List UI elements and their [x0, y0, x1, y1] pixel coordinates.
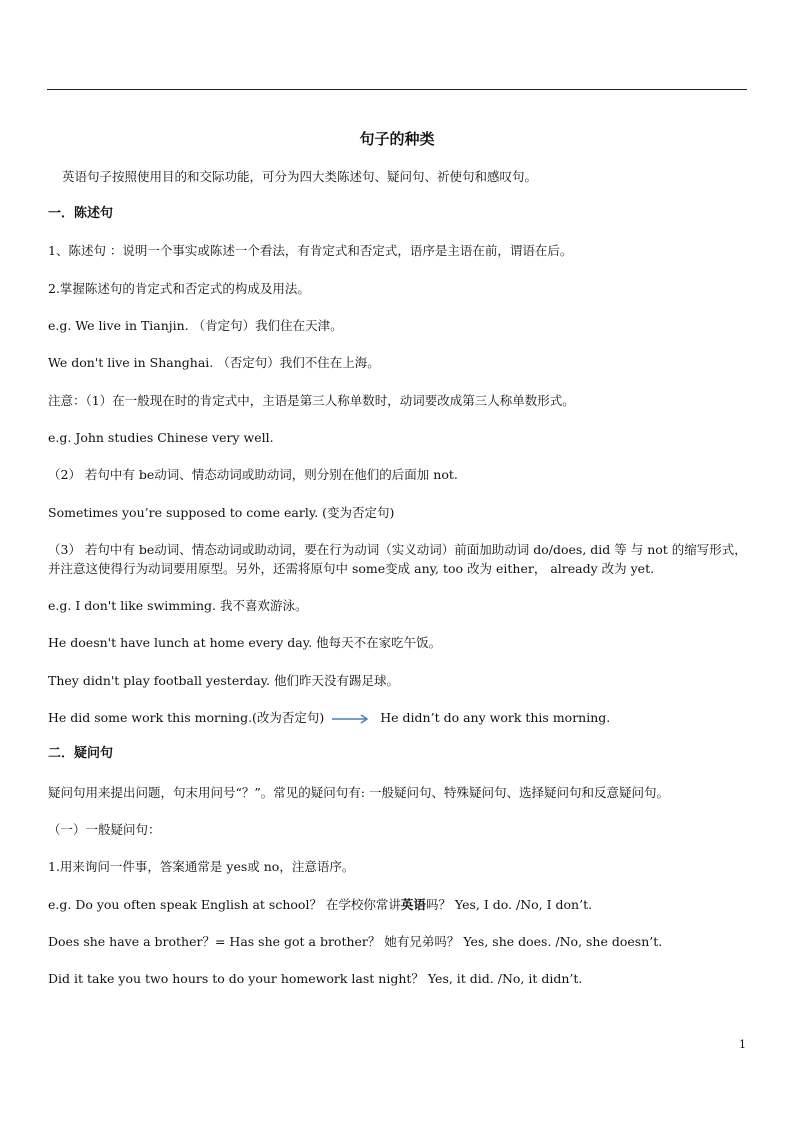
- example-sentence: e.g. John studies Chinese very well.: [48, 430, 274, 445]
- note-paragraph: （2） 若句中有 be动词、情态动词或助动词，则分别在他们的后面加 not.: [48, 467, 458, 482]
- section-heading-interrogative: 二．疑问句: [48, 746, 114, 761]
- example-result: He didn’t do any work this morning.: [380, 710, 611, 725]
- note-paragraph: （3） 若句中有 be动词、情态动词或助动词，要在行为动词（实义动词）前面加助动词 do/does, did 等 与 not 的缩写形式，并注意这使得行为动词要用原型。另外，还需将原句中 some变成 any, too 改为 either， already 改为 yet.: [48, 542, 747, 576]
- paragraph-usage: 2.掌握陈述句的肯定式和否定式的构成及用法。: [48, 281, 310, 296]
- header-rule: [47, 89, 747, 90]
- example-sentence: e.g. We live in Tianjin. （肯定句）我们住在天津。: [48, 318, 343, 333]
- example-sentence: Does she have a brother？= Has she got a brother？ 她有兄弟吗？ Yes, she does. /No, she doesn’t.: [48, 934, 663, 949]
- example-original: He did some work this morning.(改为否定句): [48, 710, 325, 725]
- example-sentence: Did it take you two hours to do your homework last night？ Yes, it did. /No, it didn’t.: [48, 971, 583, 986]
- intro-paragraph: 英语句子按照使用目的和交际功能，可分为四大类陈述句、疑问句、祈使句和感叹句。: [62, 169, 538, 184]
- section-heading-declarative: 一．陈述句: [48, 206, 114, 221]
- example-transform: [48, 708, 610, 727]
- example-sentence: They didn't play football yesterday. 他们昨天没有踢足球。: [48, 673, 399, 688]
- example-sentence: Sometimes you’re supposed to come early. (变为否定句): [48, 505, 395, 520]
- note-paragraph: 注意：（1）在一般现在时的肯定式中，主语是第三人称单数时，动词要改成第三人称单数形式。: [48, 393, 575, 408]
- paragraph-usage: 1.用来询问一件事，答案通常是 yes或 no，注意语序。: [48, 859, 355, 874]
- subheading-general-question: （一）一般疑问句：: [48, 822, 161, 837]
- example-emphasis: 英语: [400, 897, 426, 912]
- example-part: e.g. Do you often speak English at school？ 在学校你常讲: [48, 897, 401, 912]
- page-number: 1: [739, 1038, 746, 1051]
- page-title: 句子的种类: [359, 130, 435, 148]
- arrow-right-icon: [332, 714, 372, 724]
- paragraph-definition: 疑问句用来提出问题，句末用问号“？”。常见的疑问句有: 一般疑问句、特殊疑问句、选择疑问句和反意疑问句。: [48, 785, 669, 800]
- example-sentence: [48, 895, 592, 914]
- paragraph-definition: 1、陈述句 ：说明一个事实或陈述一个看法，有肯定式和否定式，语序是主语在前，谓语在后。: [48, 243, 573, 258]
- example-sentence: e.g. I don't like swimming. 我不喜欢游泳。: [48, 598, 308, 613]
- example-part: 吗？ Yes, I do. /No, I don’t.: [425, 897, 593, 912]
- example-sentence: We don't live in Shanghai. （否定句）我们不住在上海。: [48, 355, 380, 370]
- example-sentence: He doesn't have lunch at home every day. 他每天不在家吃午饭。: [48, 635, 442, 650]
